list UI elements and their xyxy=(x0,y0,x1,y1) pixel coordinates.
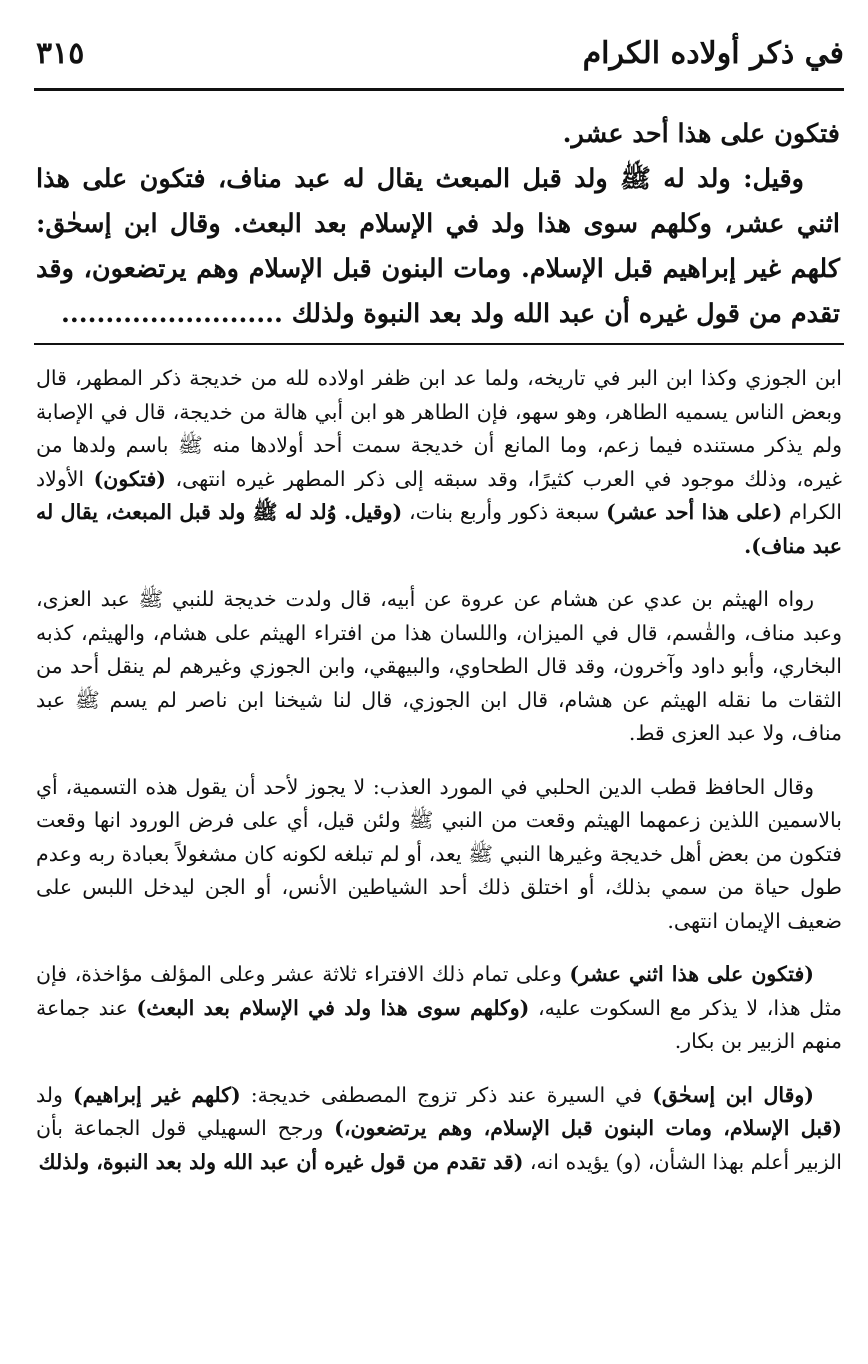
commentary-paragraph-2: رواه الهيثم بن عدي عن هشام عن عروة عن أبيه، قال ولدت خديجة للنبي ﷺ عبد العزى، وعبد مناف، والقٰسم، قال في الميزان، واللسان هذا من افتراء الهيثم على هشام، والهيثم، كذبه البخاري، وأبو داود وآخرون، وقد قال الطحاوي، والبيهقي، وابن الجوزي وغيرهم لم ينقل أحد من الثقات ما نقله الهيثم عن هشام، قال ابن الجوزي، قال لنا شيخنا ابن ناصر لم يسم ﷺ عبد مناف، ولا عبد العزى قط. xyxy=(36,587,842,745)
main-text-paragraph-2: وقيل: ولد له ﷺ ولد قبل المبعث يقال له عبد مناف، فتكون على هذا اثني عشر، وكلهم سوى هذا ولد في الإسلام بعد البعث. وقال ابن إسحٰق: كلهم غير إبراهيم قبل الإسلام. ومات البنون قبل الإسلام وهم يرتضعون، وقد تقدم من قول غيره أن عبد الله ولد بعد النبوة ولذلك ......................... xyxy=(36,164,840,329)
commentary-paragraph-1: ابن الجوزي وكذا ابن البر في تاريخه، ولما عد ابن ظفر اولاده لله من خديجة ذكر المطهر، قال وبعض الناس يسميه الطاهر، وهو سهو، فإن الطاهر هو ابن أبي هالة من خديجة، قال في الإصابة ولم يذكر مستنده فيما زعم، وما المانع أن خديجة سمت أحد أولادها منه ﷺ باسم ولدها من غيره، وذلك موجود في العرب كثيرًا، وقد سبقه إلى ذكر المطهر غيره انتهى، (فتكون) الأولاد الكرام (على هذا أحد عشر) سبعة ذكور وأربع بنات، (وقيل. وُلد له ﷺ ولد قبل المبعث، يقال له عبد مناف). xyxy=(36,366,842,558)
commentary-paragraph-4: (فتكون على هذا اثني عشر) وعلى تمام ذلك الافتراء ثلاثة عشر وعلى المؤلف مؤاخذة، فإن مثل هذا، لا يذكر مع السكوت عليه، (وكلهم سوى هذا ولد في الإسلام بعد البعث) عند جماعة منهم الزبير بن بكار. xyxy=(36,962,842,1053)
commentary-separator xyxy=(34,343,844,345)
commentary-text xyxy=(36,362,842,1199)
main-text xyxy=(36,112,840,337)
main-text-line-1: فتكون على هذا أحد عشر. xyxy=(562,119,840,149)
page-number: ٣١٥ xyxy=(36,36,85,71)
chapter-title: في ذكر أولاده الكرام xyxy=(582,36,844,71)
commentary-paragraph-5: (وقال ابن إسحٰق) في السيرة عند ذكر تزوج المصطفى خديجة: (كلهم غير إبراهيم) ولد (قبل الإسلام، ومات البنون قبل الإسلام، وهم يرتضعون،) ورجح السهيلي قول الجماعة بأن الزبير أعلم بهذا الشأن، (و) يؤيده انه، (قد تقدم من قول غيره أن عبد الله ولد بعد النبوة، ولذلك xyxy=(36,1082,843,1174)
header-rule xyxy=(34,88,844,91)
page-header xyxy=(36,26,844,82)
ellipsis-dots: ......................... xyxy=(60,299,283,329)
commentary-paragraph-3: وقال الحافظ قطب الدين الحلبي في المورد العذب: لا يجوز لأحد أن يقول هذه التسمية، أي بالاسمين اللذين زعمهما الهيثم وقعت من النبي ﷺ ولئن قيل، أي على فرض الورود انها وقعت فتكون من بعض أهل خديجة وغيرها النبي ﷺ يعد، أو لم تبلغه لكونه كان مشغولاً بعبادة ربه وعدم طول حياة من سمي بذلك، أو اختلق ذلك أحد الشياطين الأنس، أو الجن ليدخل اللبس على ضعيف الإيمان انتهى. xyxy=(36,774,842,933)
